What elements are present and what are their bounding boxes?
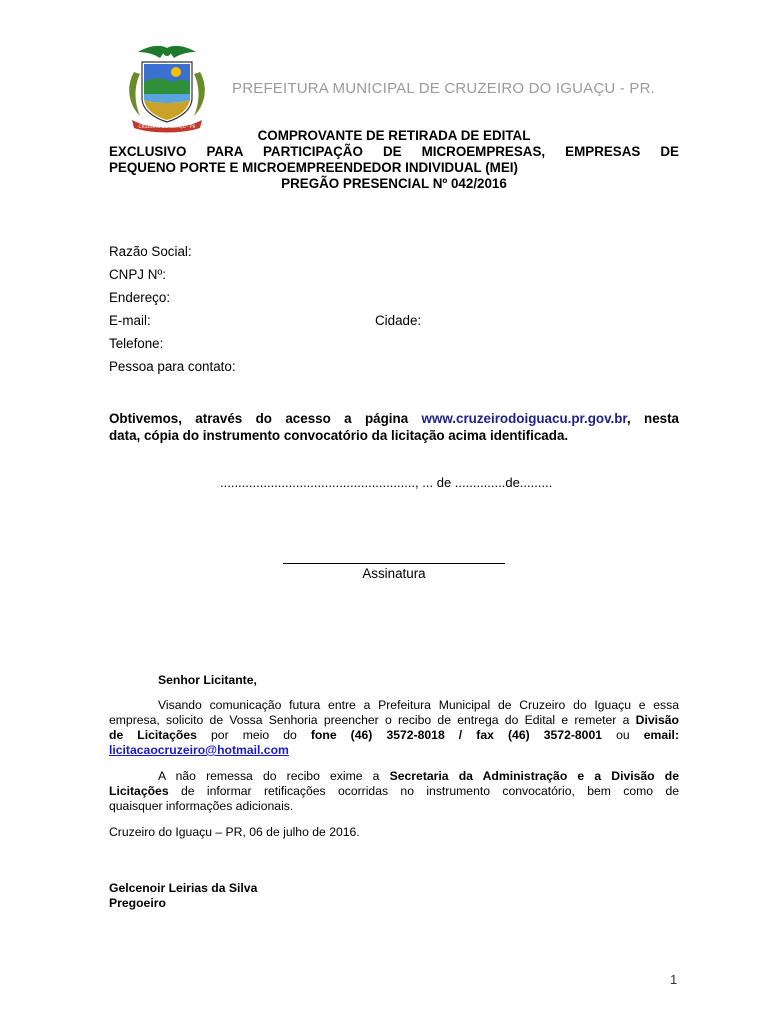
title-line-3: PEQUENO PORTE E MICROEMPREENDEDOR INDIVIDUAL (MEI)	[109, 160, 518, 175]
notice-p1-line-3	[109, 728, 679, 743]
statement-line-2: data, cópia do instrumento convocatório da licitação acima identificada.	[109, 428, 569, 443]
field-razao-social: Razão Social:	[109, 244, 192, 259]
field-cidade: Cidade:	[375, 313, 422, 328]
notice-p2-line-1a: A não remessa do recibo exime a	[158, 769, 380, 783]
document-title	[109, 128, 679, 192]
field-telefone: Telefone:	[109, 336, 164, 351]
page-number: 1	[670, 972, 678, 987]
statement-line-1	[109, 410, 679, 427]
notice-p1-line-2b: Divisão	[635, 713, 679, 727]
signatory-name: Gelcenoir Leirias da Silva	[109, 881, 258, 895]
notice-paragraph-2	[109, 769, 679, 814]
notice-division-name: de Licitações	[109, 728, 197, 742]
signatory-role: Pregoeiro	[109, 896, 166, 910]
notice-p2-line-1b: Secretaria da Administração e a Divisão de	[389, 769, 680, 783]
signature-label: Assinatura	[362, 566, 426, 581]
field-pessoa-contato: Pessoa para contato:	[109, 359, 236, 374]
notice-paragraph-1	[109, 698, 679, 758]
notice-or: ou	[616, 728, 630, 742]
notice-phone-fax: fone (46) 3572-8018 / fax (46) 3572-8001	[310, 728, 603, 742]
field-cnpj: CNPJ Nº:	[109, 267, 166, 282]
notice-by-means: por meio do	[211, 728, 297, 742]
contact-email-link[interactable]: licitacaocruzeiro@hotmail.com	[109, 743, 289, 757]
notice-p2-line-3: quaisquer informações adicionais.	[109, 799, 294, 813]
statement-text-before: Obtivemos, através do acesso a página	[109, 411, 409, 426]
notice-p2-line-2	[109, 784, 679, 799]
crest-ribbon-text: CRUZEIRO DO IGUAÇU - PR	[138, 124, 196, 129]
notice-p1-line-2a: empresa, solicito de Vossa Senhoria preencher o recibo de entrega do Edital e remeter a	[109, 713, 630, 727]
field-endereco: Endereço:	[109, 290, 171, 305]
website-link[interactable]: www.cruzeirodoiguacu.pr.gov.br	[421, 411, 627, 426]
date-fill-line: ......................................................, ... de ..............de.........	[220, 475, 553, 490]
title-line-1: COMPROVANTE DE RETIRADA DE EDITAL	[257, 128, 531, 143]
notice-p2-line-1	[109, 769, 679, 784]
notice-p1-line-1: Visando comunicação futura entre a Prefeitura Municipal de Cruzeiro do Iguaçu e essa	[158, 698, 679, 712]
notice-email-label: email:	[643, 728, 680, 742]
title-line-2: EXCLUSIVO PARA PARTICIPAÇÃO DE MICROEMPRESAS, EMPRESAS DE	[109, 144, 679, 159]
acknowledgement-statement	[109, 410, 679, 444]
signature-line	[283, 553, 505, 564]
municipal-crest-logo	[120, 42, 214, 134]
notice-p2-line-2a: Licitações	[109, 784, 169, 798]
field-email: E-mail:	[109, 313, 151, 328]
notice-p2-line-2b: de informar retificações ocorridas no instrumento convocatório, bem como de	[180, 784, 679, 798]
notice-greeting: Senhor Licitante,	[158, 673, 257, 687]
statement-text-after: , nesta	[626, 411, 679, 426]
title-line-4: PREGÃO PRESENCIAL Nº 042/2016	[281, 176, 507, 191]
place-and-date: Cruzeiro do Iguaçu – PR, 06 de julho de 2016.	[109, 825, 360, 839]
notice-p1-line-2	[109, 713, 679, 728]
municipality-header: PREFEITURA MUNICIPAL DE CRUZEIRO DO IGUAÇU - PR.	[232, 80, 655, 97]
